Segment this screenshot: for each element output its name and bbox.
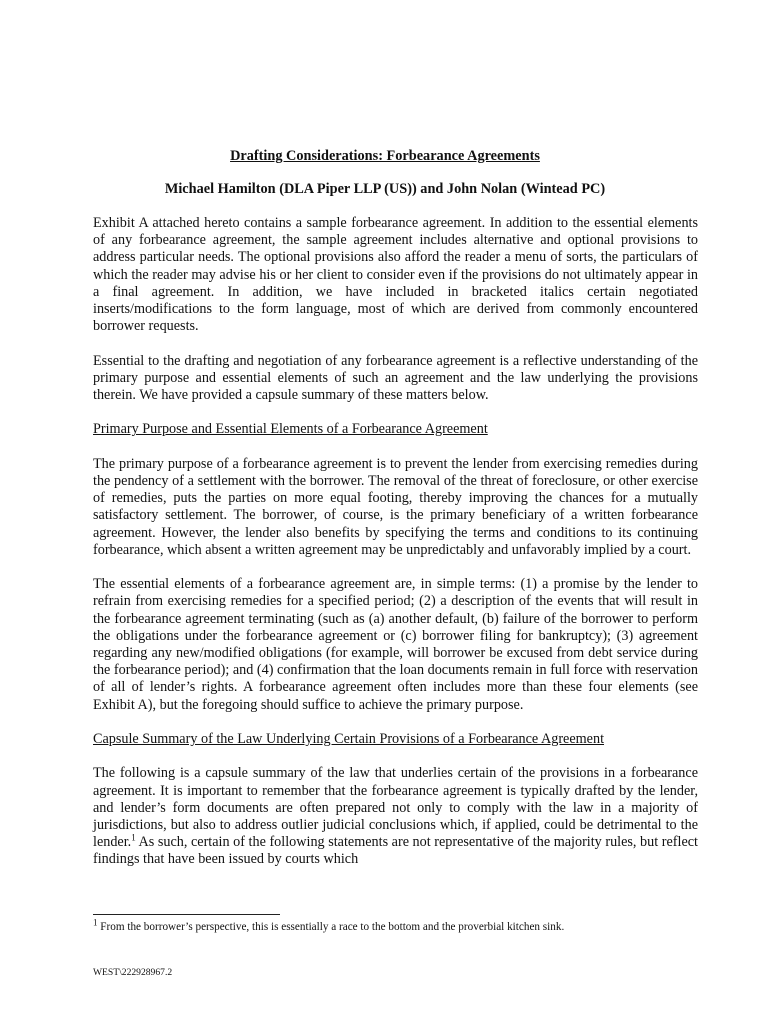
- paragraph-essential-drafting: Essential to the drafting and negotiation of any forbearance agreement is a reflective understanding of the primary purpose and essential elements of such an agreement and the law underlying the provisions therein. We have provided a capsule summary of these matters below.: [93, 352, 698, 404]
- section-heading-primary-purpose: Primary Purpose and Essential Elements of a Forbearance Agreement: [93, 421, 488, 438]
- footnote: [93, 917, 713, 934]
- paragraph-essential-elements: The essential elements of a forbearance agreement are, in simple terms: (1) a promise by the lender to refrain from exercising remedies for a specified period; (2) a description of the events that will result in the forbearance agreement terminating (such as (a) another default, (b) failure of the borrower to perform the obligations under the forbearance agreement or (c) borrower filing for bankruptcy); (3) agreement regarding any new/modified obligations (for example, will borrower be excused from debt service during the forbearance period); and (4) confirmation that the loan documents remain in full force with reservation of all of lender’s rights. A forbearance agreement often includes more than these four elements (see Exhibit A), but the foregoing should suffice to achieve the primary purpose.: [93, 576, 698, 713]
- document-body: [93, 215, 698, 869]
- document-id: WEST\222928967.2: [93, 967, 173, 978]
- document-authors: Michael Hamilton (DLA Piper LLP (US)) and John Nolan (Wintead PC): [164, 181, 606, 197]
- footnote-separator: [93, 914, 280, 915]
- paragraph-primary-purpose: The primary purpose of a forbearance agreement is to prevent the lender from exercising remedies during the pendency of a settlement with the borrower. The removal of the threat of foreclosure, or other exercise of remedies, puts the parties on more equal footing, thereby improving the chances for a mutually satisfactory settlement. The borrower, of course, is the primary beneficiary of a written forbearance agreement. However, the lender also benefits by specifying the terms and conditions to its continuing forbearance, which absent a written agreement may be unpredictably and unfavorably implied by a court.: [93, 455, 698, 558]
- paragraph-capsule-summary: [93, 765, 698, 868]
- footnote-reference: 1: [131, 832, 136, 843]
- footnote-number: 1: [93, 917, 98, 928]
- capsule-summary-text-2: As such, certain of the following statements are not representative of the majority rules, but reflect findings that have been issued by courts which: [93, 834, 698, 868]
- document-title: Drafting Considerations: Forbearance Agreements: [230, 148, 540, 164]
- footnote-text: From the borrower’s perspective, this is essentially a race to the bottom and the proverbial kitchen sink.: [97, 921, 565, 933]
- section-heading-capsule-summary: Capsule Summary of the Law Underlying Certain Provisions of a Forbearance Agreement: [93, 731, 605, 748]
- paragraph-intro: Exhibit A attached hereto contains a sample forbearance agreement. In addition to the essential elements of any forbearance agreement, the sample agreement includes alternative and optional provisions to address particular needs. The optional provisions also afford the reader a menu of sorts, the particulars of which the reader may advise his or her client to consider even if the provisions do not ultimately appear in a final agreement. In addition, we have included in bracketed italics certain negotiated inserts/modifications to the form language, most of which are derived from commonly encountered borrower requests.: [93, 215, 698, 335]
- capsule-summary-text-1: The following is a capsule summary of the law that underlies certain of the provisions in a forbearance agreement. It is important to remember that the forbearance agreement is typically drafted by the lender, and lender’s form documents are often prepared not only to comply with the law in a majority of jurisdictions, but also to address outlier judicial conclusions which, if applied, could be detrimental to the lender.: [93, 765, 698, 851]
